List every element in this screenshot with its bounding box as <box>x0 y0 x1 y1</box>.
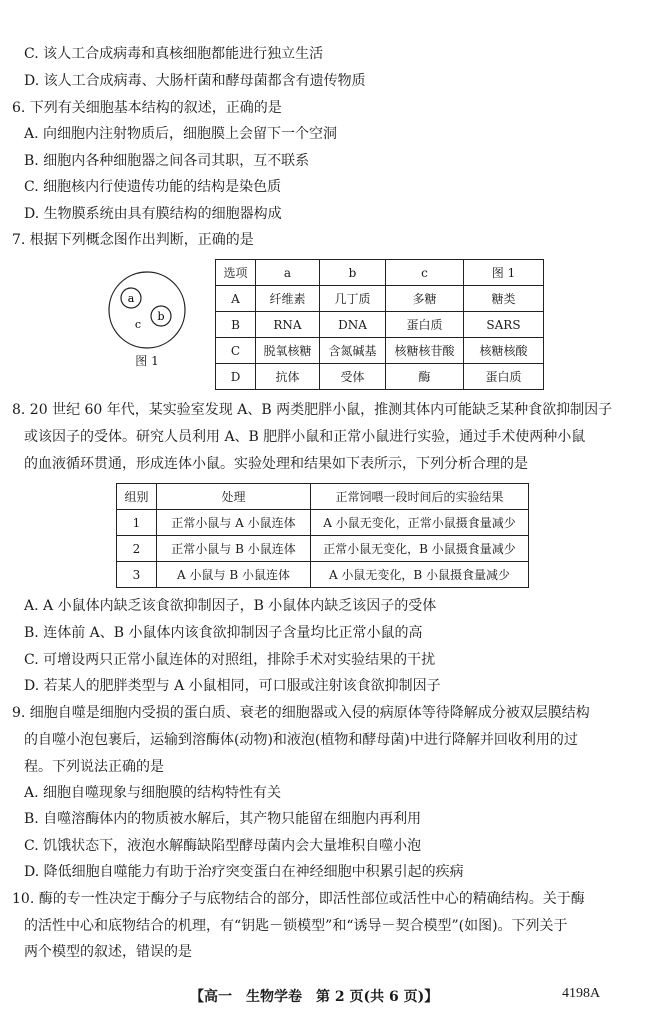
question-stem: 6. 下列有关细胞基本结构的叙述，正确的是 <box>12 100 282 116</box>
question-stem: 9. 细胞自噬是细胞内受损的蛋白质、衰老的细胞器或入侵的病原体等待降解成分被双层膜结构 <box>12 705 590 721</box>
answer-option: D. 生物膜系统由具有膜结构的细胞器构成 <box>24 206 282 222</box>
table-header-cell: 处理 <box>157 484 311 510</box>
table-header-row <box>216 260 544 286</box>
table-cell: SARS <box>464 312 544 338</box>
table-cell: B <box>216 312 256 338</box>
label-b: b <box>157 310 165 323</box>
answer-option: B. 连体前 A、B 小鼠体内该食欲抑制因子含量均比正常小鼠的高 <box>24 625 423 641</box>
answer-option: B. 细胞内各种细胞器之间各司其职，互不联系 <box>24 153 310 169</box>
table-cell: 正常小鼠与 A 小鼠连体 <box>157 510 311 536</box>
concept-diagram <box>104 268 190 354</box>
experiment-table <box>116 483 529 588</box>
table-cell: C <box>216 338 256 364</box>
table-header-cell: c <box>386 260 464 286</box>
answer-option: A. 向细胞内注射物质后，细胞膜上会留下一个空洞 <box>24 126 338 142</box>
question-text-line: 的活性中心和底物结合的机理，有“钥匙－锁模型”和“诱导－契合模型”(如图)。下列关于 <box>24 918 568 934</box>
table-row <box>216 364 544 390</box>
answer-option: A. A 小鼠体内缺乏该食欲抑制因子，B 小鼠体内缺乏该因子的受体 <box>24 598 437 614</box>
answer-option: C. 可增设两只正常小鼠连体的对照组，排除手术对实验结果的干扰 <box>24 652 436 668</box>
label-c: c <box>134 318 142 331</box>
concept-table <box>215 259 544 390</box>
circle-figure1 <box>109 272 185 348</box>
table-cell: 多糖 <box>386 286 464 312</box>
table-cell: 核糖核苷酸 <box>386 338 464 364</box>
page-footer <box>0 986 648 1006</box>
answer-option: C. 该人工合成病毒和真核细胞都能进行独立生活 <box>24 46 324 62</box>
label-a: a <box>127 292 135 305</box>
table-row <box>216 338 544 364</box>
answer-option: D. 降低细胞自噬能力有助于治疗突变蛋白在神经细胞中积累引起的疾病 <box>24 864 464 880</box>
table-cell: A 小鼠与 B 小鼠连体 <box>157 562 311 588</box>
table-cell: D <box>216 364 256 390</box>
answer-option: D. 若某人的肥胖类型与 A 小鼠相同，可口服或注射该食欲抑制因子 <box>24 678 441 694</box>
question-stem: 8. 20 世纪 60 年代，某实验室发现 A、B 两类肥胖小鼠，推测其体内可能缺乏某种食欲抑制因子 <box>12 402 613 418</box>
table-header-cell: 选项 <box>216 260 256 286</box>
table-cell: A 小鼠无变化，B 小鼠摄食量减少 <box>311 562 529 588</box>
table-cell: 含氮碱基 <box>320 338 386 364</box>
table-cell: 受体 <box>320 364 386 390</box>
footer-page-info: 【高一 生物学卷 第 2 页(共 6 页)】 <box>190 989 439 1005</box>
question-text-line: 两个模型的叙述，错误的是 <box>24 944 192 960</box>
table-header-cell: 正常饲喂一段时间后的实验结果 <box>311 484 529 510</box>
table-cell: 1 <box>117 510 157 536</box>
question-text-line: 程。下列说法正确的是 <box>24 759 164 775</box>
question-stem: 7. 根据下列概念图作出判断，正确的是 <box>12 232 254 248</box>
table-cell: RNA <box>256 312 320 338</box>
table-cell: 3 <box>117 562 157 588</box>
table-header-cell: 组别 <box>117 484 157 510</box>
question-text-line: 的自噬小泡包裹后，运输到溶酶体(动物)和液泡(植物和酵母菌)中进行降解并回收利用的过 <box>24 732 578 748</box>
table-row <box>216 286 544 312</box>
table-header-cell: 图 1 <box>464 260 544 286</box>
table-cell: 糖类 <box>464 286 544 312</box>
footer-exam-code: 4198A <box>562 986 601 1001</box>
table-cell: 几丁质 <box>320 286 386 312</box>
answer-option: D. 该人工合成病毒、大肠杆菌和酵母菌都含有遗传物质 <box>24 73 366 89</box>
figure-caption: 图 1 <box>135 354 159 368</box>
answer-option: C. 饥饿状态下，液泡水解酶缺陷型酵母菌内会大量堆积自噬小泡 <box>24 838 422 854</box>
table-row <box>117 562 529 588</box>
table-cell: 抗体 <box>256 364 320 390</box>
table-cell: DNA <box>320 312 386 338</box>
answer-option: A. 细胞自噬现象与细胞膜的结构特性有关 <box>24 785 282 801</box>
question-text-line: 或该因子的受体。研究人员利用 A、B 肥胖小鼠和正常小鼠进行实验，通过手术使两种小鼠 <box>24 429 586 445</box>
question-text-line: 的血液循环贯通，形成连体小鼠。实验处理和结果如下表所示，下列分析合理的是 <box>24 456 528 472</box>
table-cell: A <box>216 286 256 312</box>
table-cell: 核糖核酸 <box>464 338 544 364</box>
table-row <box>117 536 529 562</box>
question-stem: 10. 酶的专一性决定于酶分子与底物结合的部分，即活性部位或活性中心的精确结构。关于酶 <box>12 891 585 907</box>
table-header-cell: a <box>256 260 320 286</box>
table-cell: 蛋白质 <box>464 364 544 390</box>
table-cell: 酶 <box>386 364 464 390</box>
table-cell: 正常小鼠与 B 小鼠连体 <box>157 536 311 562</box>
table-header-cell: b <box>320 260 386 286</box>
table-cell: 纤维素 <box>256 286 320 312</box>
table-header-row <box>117 484 529 510</box>
table-cell: A 小鼠无变化，正常小鼠摄食量减少 <box>311 510 529 536</box>
table-cell: 正常小鼠无变化，B 小鼠摄食量减少 <box>311 536 529 562</box>
table-cell: 蛋白质 <box>386 312 464 338</box>
concept-figure <box>104 268 190 372</box>
table-cell: 2 <box>117 536 157 562</box>
table-row <box>216 312 544 338</box>
table-row <box>117 510 529 536</box>
table-cell: 脱氧核糖 <box>256 338 320 364</box>
answer-option: B. 自噬溶酶体内的物质被水解后，其产物只能留在细胞内再利用 <box>24 811 422 827</box>
answer-option: C. 细胞核内行使遗传功能的结构是染色质 <box>24 179 282 195</box>
